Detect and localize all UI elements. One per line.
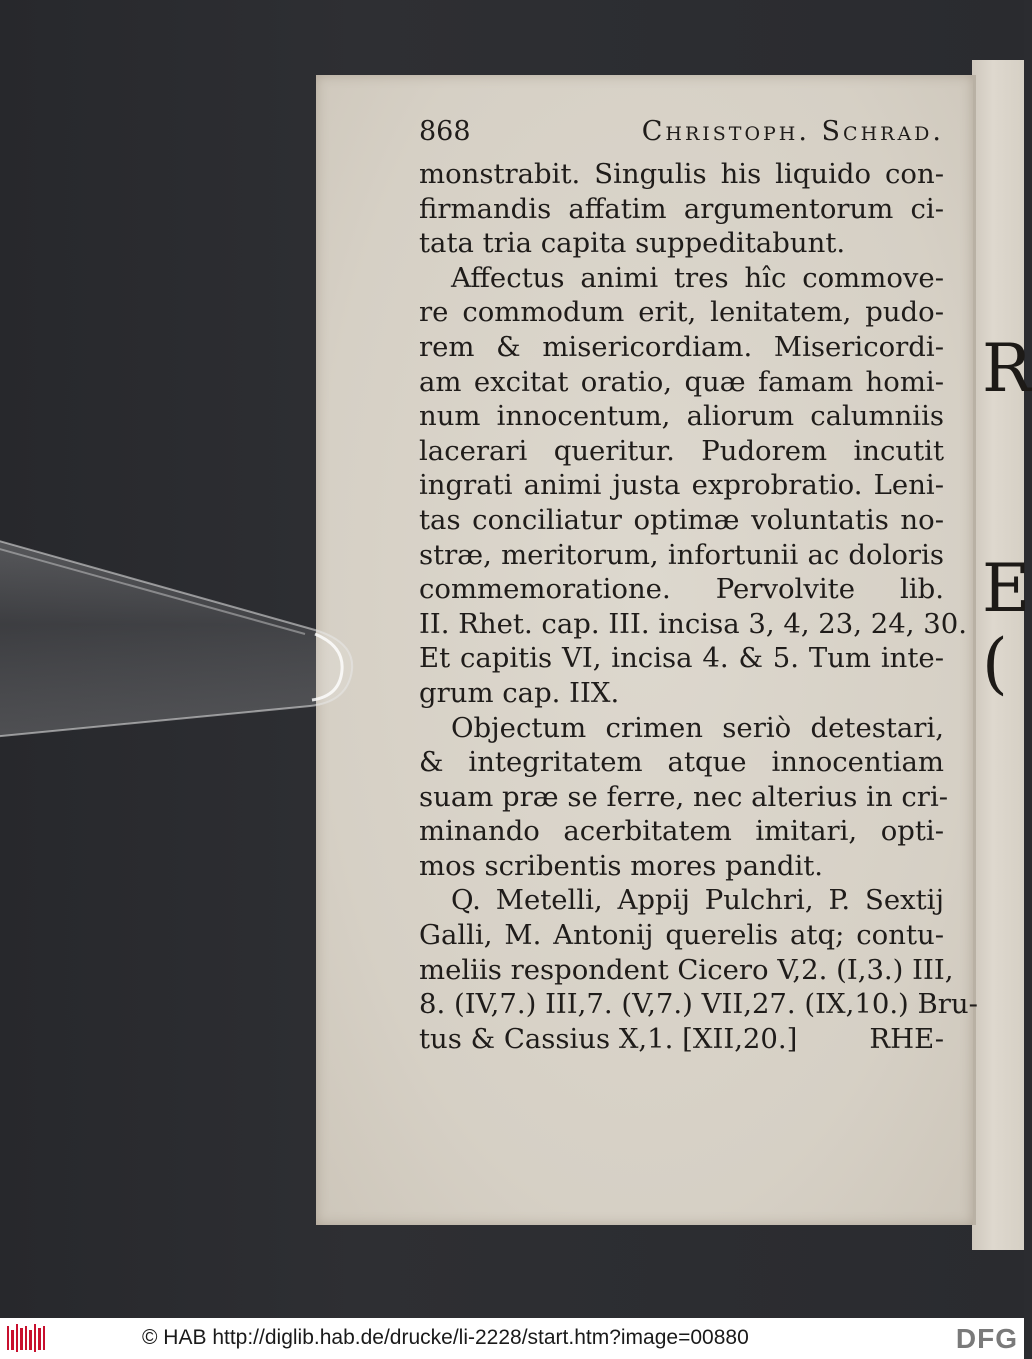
adjacent-page-glyph: ( xyxy=(982,625,1008,702)
hab-barcode-logo-icon xyxy=(6,1324,46,1352)
text-line: re commodum erit, lenitatem, pudo- xyxy=(419,296,944,329)
catchword: RHE- xyxy=(869,1022,944,1055)
page-text xyxy=(419,115,978,1056)
footer-bar xyxy=(0,1318,1024,1359)
text-line: firmandis affatim argumentorum ci- xyxy=(419,192,944,225)
text-line: suam præ se ferre, nec alterius in cri- xyxy=(419,780,949,813)
text-line: am excitat oratio, quæ famam homi- xyxy=(419,365,944,398)
text-line: stræ, meritorum, infortunii ac doloris xyxy=(419,538,944,571)
text-line: commemoratione. Pervolvite lib. xyxy=(419,573,944,606)
text-line: & integritatem atque innocentiam xyxy=(419,746,944,779)
text-line: tata tria capita suppeditabunt. xyxy=(419,227,846,260)
adjacent-page-edge xyxy=(972,60,1032,1250)
text-line: Affectus animi tres hîc commove- xyxy=(451,261,944,294)
text-line: minando acerbitatem imitari, opti- xyxy=(419,815,944,848)
glass-page-weight-icon xyxy=(0,530,360,740)
text-line: Galli, M. Antonij querelis atq; contu- xyxy=(419,919,944,952)
text-line xyxy=(419,1022,944,1057)
text-line: monstrabit. Singulis his liquido con- xyxy=(419,158,944,190)
text-line: ingrati animi justa exprobratio. Leni- xyxy=(419,469,944,502)
text-line: lacerari queritur. Pudorem incutit xyxy=(419,434,944,467)
text-lines xyxy=(419,157,978,1056)
text-line: Q. Metelli, Appij Pulchri, P. Sextij xyxy=(451,884,944,917)
page-header xyxy=(419,115,944,155)
copyright-link[interactable]: © HAB http://diglib.hab.de/drucke/li-2228/start.htm?image=00880 xyxy=(142,1326,749,1349)
dfg-logo: DFG xyxy=(955,1323,1018,1354)
page-number: 868 xyxy=(419,116,471,147)
text-line: II. Rhet. cap. III. incisa 3, 4, 23, 24, 30. xyxy=(419,607,967,640)
text-line: 8. (IV,7.) III,7. (V,7.) VII,27. (IX,10.) Bru- xyxy=(419,988,978,1021)
adjacent-page-glyph: R xyxy=(982,330,1032,407)
text-line: num innocentum, aliorum calumniis xyxy=(419,400,944,433)
text-line: Et capitis VI, incisa 4. & 5. Tum inte- xyxy=(419,642,944,675)
text-line: Objectum crimen seriò detestari, xyxy=(451,711,944,744)
text-line: mos scribentis mores pandit. xyxy=(419,849,824,882)
text-line: rem & misericordiam. Misericordi- xyxy=(419,330,944,363)
text-line: meliis respondent Cicero V,2. (I,3.) III, xyxy=(419,953,954,986)
text-line: tas conciliatur optimæ voluntatis no- xyxy=(419,503,944,536)
running-head: Christoph. Schrad. xyxy=(641,116,944,147)
text-line-content: tus & Cassius X,1. [XII,20.] xyxy=(419,1022,798,1055)
book-page xyxy=(316,75,976,1225)
text-line: grum cap. IIX. xyxy=(419,676,620,709)
adjacent-page-glyph: E xyxy=(982,550,1031,627)
